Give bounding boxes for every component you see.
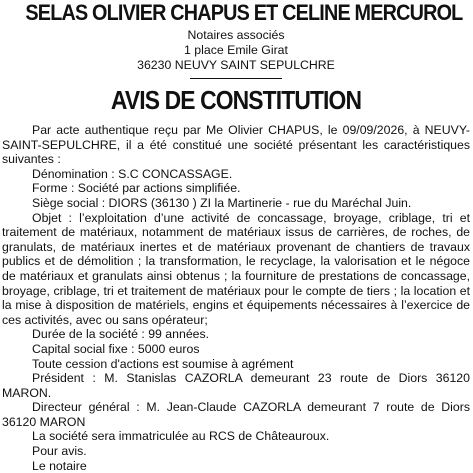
objet-paragraph: Objet : l’exploitation d’une activité de concassage, broyage, criblage, tri et traitement de matériaux, notamment de matériaux issus de carrières, de roches, de granulats, de matériaux inertes et de matériaux provenant de chantiers de travaux publics et de démolition ; la transformation, le recyclage, la valorisation et le négoce de matériaux et granulats ainsi obtenus ; la fourniture de prestations de concassage, broyage, criblage, tri et traitement de matériaux pour le compte de tiers ; la location et la mise à disposition de matériels, engins et équipements nécessaires à l’exercice de ces activités, avec ou sans opérateur; [2,210,470,327]
capital-line: Capital social fixe : 5000 euros [32,341,200,356]
immatriculation-line: La société sera immatriculée au RCS de Châteauroux. [32,429,330,444]
signature-line: Le notaire [32,458,87,473]
denomination-line: Dénomination : S.C CONCASSAGE. [32,166,233,181]
forme-line: Forme : Société par actions simplifiée. [32,181,241,196]
president-line: Président : M. Stanislas CAZORLA demeurant 23 route de Diors 36120 MARON. [2,371,470,400]
notary-office-role: Notaires associés [187,28,285,42]
pour-avis-line: Pour avis. [32,444,87,459]
notice-title: AVIS DE CONSTITUTION [110,85,362,115]
directeur-line: Directeur général : M. Jean-Claude CAZORLA demeurant 7 route de Diors 36120 MARON [2,400,470,429]
cession-line: Toute cession d'actions est soumise à agrément [32,356,294,371]
notary-office-city: 36230 NEUVY SAINT SEPULCHRE [137,58,335,72]
duree-line: Durée de la société : 99 années. [32,327,210,342]
intro-paragraph: Par acte authentique reçu par Me Olivier CHAPUS, le 09/09/2026, à NEUVY-SAINT-SEPULCHRE, il a été constitué une société présentant les caractéristiques suivantes : [2,123,470,167]
notary-office-street: 1 place Emile Girat [184,43,288,57]
notary-office-address [2,28,470,73]
siege-line: Siège social : DIORS (36130 ) ZI la Martinerie - rue du Maréchal Juin. [32,195,412,210]
notary-office-name: SELAS OLIVIER CHAPUS ET CELINE MERCUROL [25,0,463,25]
header-divider [190,78,282,79]
notice-body [2,123,470,473]
